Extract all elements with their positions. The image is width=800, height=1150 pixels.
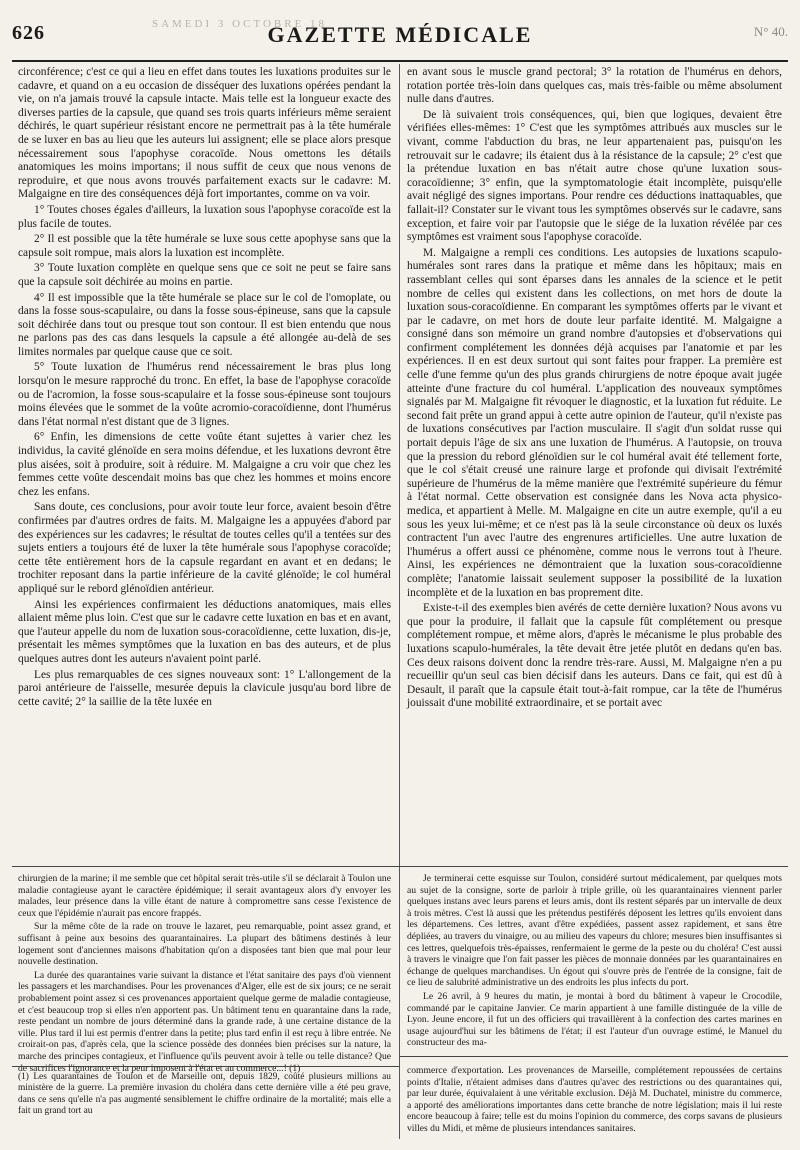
paragraph: M. Malgaigne a rempli ces conditions. Les autopsies de luxations scapulo-humérales sont rares dans la pratique et même dans les hôpitaux; mais en rassemblant celles qui sont éparses dans les annales de la science et le petit nombre de celles qui existent dans les collections, on met hors de doute la luxation sous-coracoïdienne. En comparant les symptômes offerts par le vivant et par le cadavre, on met hors de doute leur parfaite identité. M. Malgaigne a consigné dans son mémoire un grand nombre d'autopsies et d'observations qui confirment complétement les données déjà acquises par l'anatomie et par les expériences. Il en est deux surtout qui sont faites pour frapper. La première est celle d'une femme qu'un des plus grands chirurgiens de notre époque avait jugée atteinte d'une fracture du col huméral. L'application des nouveaux symptômes signalés par M. Malgaigne fit révoquer le diagnostic, et la luxation fut réduite. Le second fait prête un grand appui à cette autre opinion de l'auteur, qu'il n'existe pas de luxations consécutives par l'action musculaire. Il s'agit d'un soldat russe qui portait depuis l'âge de six ans une luxation de l'humérus. A l'autopsie, on trouva que la pression du rebord glénoïdien sur le col huméral avait été tellement forte, que le col s'était creusé une rainure large et profonde qui divisait l'extrémité supérieure de l'humérus de la même manière que l'extrémité supérieure du fémur à l'état normal. Cette observation est consignée dans les Nova acta physico-medica, et appartient à Melle. M. Malgaigne en cite un autre exemple, qu'il a eu sous les yeux lui-même; et ce n'est pas là la seule circonstance où deux os luxés contractent l'un avec l'autre des engrenures artificielles. Une autre luxation de l'humérus a offert aussi ce phénomène, comme nous le verrons tout à l'heure. Ainsi, les expériences ne démontraient que la luxation sous-coracoïdienne complète; l'anatomie laissait seulement supposer la possibilité de la luxation incomplète et de la luxation en bas proprement dite.	[407, 246, 782, 599]
paragraph: en avant sous le muscle grand pectoral; 3° la rotation de l'humérus en dehors, rotation portée très-loin dans quelques cas, mais très-faible ou même absolument nulle dans d'autres.	[407, 66, 782, 106]
paragraph: Les plus remarquables de ces signes nouveaux sont: 1° L'allongement de la paroi antérieure de l'aisselle, mesurée depuis la clavicule jusqu'au bord libre de cette cavité; 2° la saillie de la tête luxée en	[18, 668, 391, 708]
paragraph: 4° Il est impossible que la tête humérale se place sur le col de l'omoplate, ou dans la fosse sous-scapulaire, ou dans la fosse sous-épineuse, sans que la capsule soit déchirée dans tout ou presque tout son contour. Il est bien entendu que nous ne parlons pas des cas dans lesquels la capsule a été allongée au-delà de ses limites normales par quelque cause que ce soit.	[18, 291, 391, 358]
lower-column-right-continued	[407, 1065, 782, 1137]
main-column-right	[407, 66, 782, 866]
paragraph: 3° Toute luxation complète en quelque sens que ce soit ne peut se faire sans que la capsule soit déchirée au moins en partie.	[18, 262, 391, 288]
paragraph: Ainsi les expériences confirmaient les déductions anatomiques, mais elles allaient même plus loin. C'est que sur le cadavre cette luxation en bas et en avant, que l'auteur appelle du nom de luxation sous-coracoïdienne, cette luxation, dis-je, présentait les mêmes symptômes que la luxation en bas des auteurs, et de plus quelques autres dont les auteurs n'avaient point parlé.	[18, 598, 391, 665]
issue-number: N° 40.	[753, 24, 788, 39]
footnote	[18, 1072, 391, 1140]
lower-column-right	[407, 873, 782, 1049]
header-rule	[12, 60, 788, 62]
paragraph: Le 26 avril, à 9 heures du matin, je montai à bord du bâtiment à vapeur le Crocodile, commandé par le capitaine Janvier. Ce marin appartient à une famille distinguée de la ville de Lyon. Jeune encore, il fut un des officiers qui travaillèrent à la confection des cartes marines en usage aujourd'hui sur les bâtimens de l'état; il est l'auteur d'un ouvrage estimé, le Manuel du constructeur des ma-	[407, 990, 782, 1049]
continuation-rule	[400, 1056, 788, 1057]
footnote-text: (1) Les quarantaines de Toulon et de Marseille ont, depuis 1829, coûté plusieurs millions au ministère de la guerre. La première invasion du choléra dans cette dernière ville a été peu grave, dans ce sens qu'elle n'a pas augmenté sensiblement le chiffre ordinaire de la mortalité; mais elle a fait un grand tort au	[18, 1072, 391, 1117]
paragraph: chirurgien de la marine; il me semble que cet hôpital serait très-utile s'il se déclarait à Toulon une maladie contagieuse ayant le caractère épidémique; il serait avantageux alors d'y envoyer les malades, leur présence dans la ville étant de nature à compromettre sans cesse l'existence de ceux que l'épidémie n'aurait pas encore frappés.	[18, 873, 391, 919]
paragraph: Existe-t-il des exemples bien avérés de cette dernière luxation? Nous avons vu que pour la produire, il fallait que la capsule fût complétement ou presque complétement rompue, et même alors, d'après le mécanisme le plus probable des luxations scapulo-humérales, la tête devait être jetée plutôt en dedans qu'en bas. Ces deux raisons doivent donc la rendre très-rare. Aussi, M. Malgaigne n'en a pu recueillir qu'un seul cas bien décisif dans les auteurs. Dans ce fait, qui est dû à Desault, il paraît que la capsule était tout-à-fait rompue, car la tête de l'humérus jouissait d'une mobilité extraordinaire, et se portait avec	[407, 602, 782, 710]
paragraph: 6° Enfin, les dimensions de cette voûte étant sujettes à varier chez les individus, la cavité glénoïde en sera moins défendue, et les luxations devront être plus aisées, soit à produire, soit à réduire. M. Malgaigne a cru voir que chez les femmes cette voûte descendait moins bas que chez les hommes et moins encore chez les enfans.	[18, 431, 391, 498]
paragraph: 2° Il est possible que la tête humérale se luxe sous cette apophyse sans que la capsule soit rompue, mais alors la luxation est incomplète.	[18, 233, 391, 259]
paragraph: circonférence; c'est ce qui a lieu en effet dans toutes les luxations produites sur le cadavre, et quand on a eu occasion de disséquer des luxations opérées pendant la vie, on n'a jamais trouvé la capsule intacte. Mais telle est la longueur exacte des diverses parties de la capsule, que quand ses trois quarts inférieurs même seraient déchirés, le quart supérieur résistant encore ne permettrait pas à la tête humérale de se luxer en bas au lieu que les auteurs lui assignent; elle se place alors presque nécessairement sous l'apophyse coracoïde. Nous omettons les détails anatomiques les moins importans; il nous suffit de ceux que nous venons de reproduire, et que nous avons trouvés parfaitement exacts sur le cadavre: M. Malgaigne en tire des conséquences déjà fort importantes, comme on va voir.	[18, 66, 391, 201]
paragraph: De là suivaient trois conséquences, qui, bien que logiques, devaient être vérifiées elles-mêmes: 1° C'est que les symptômes attribués aux muscles sur le vivant, comme l'abduction du bras, ne leur appartenaient pas, puisqu'on les retrouvait sur le cadavre; ils étaient dus à la résistance de la capsule; 2° c'est que la prétendue luxation en bas n'était autre chose qu'une luxation sous-coracoïdienne; 3° enfin, que la symptomatologie était incomplète, puisqu'elle avait négligé des signes importans. Pour rendre ces déductions inattaquables, que fallait-il? Constater sur le vivant tous les symptômes observés sur le cadavre, sans exception, et faire voir par l'autopsie que le siége de la luxation révélée par ces symptômes est vraiment sous l'apophyse coracoïde.	[407, 108, 782, 244]
page-number: 626	[12, 22, 45, 44]
section-rule	[12, 866, 788, 867]
main-column-left	[18, 66, 391, 866]
paragraph: Je terminerai cette esquisse sur Toulon, considéré surtout médicalement, par quelques mots au sujet de la consigne, sorte de parloir à triple grille, où les quarantainaires viennent parler quelques instans avec leurs parens et leurs amis, dont ils restent séparés par un intervalle de deux à trois mètres. C'est là aussi que les prétendus pestiférés déposent les lettres qu'ils envoient dans les départemens. Ces lettres, avant d'être expédiées, passent assez rapidement, et sans être dépliées, au travers du vinaigre, ou au milieu des vapeurs du chlore; mesures bien insuffisantes si ces lettres, quelquefois très-épaisses, renfermaient le germe de la peste ou du choléra! C'est aussi à travers le vinaigre que l'on fait passer les pièces de monnaie données par les quarantainaires en échange de quelques marchandises. Un égout qui s'ouvre près de l'entrée de la consigne, fait de ce lieu de salubrité administrative un des endroits les plus infects du port.	[407, 873, 782, 989]
journal-title: GAZETTE MÉDICALE	[267, 22, 533, 47]
paragraph: commerce d'exportation. Les provenances de Marseille, complétement repoussées de certains points d'Italie, n'étaient admises dans d'autres qu'avec des restrictions ou des quarantaines qui, par leur durée, équivalaient à une véritable exclusion. Déjà M. Duchatel, ministre du commerce, a apporté des améliorations importantes dans cette branche de notre législation; mais il lui reste encore beaucoup à faire; telle est du moins l'opinion du commerce, des corps savans de plusieurs villes du Midi, et même de plusieurs intendances sanitaires.	[407, 1065, 782, 1134]
paragraph: 1° Toutes choses égales d'ailleurs, la luxation sous l'apophyse coracoïde est la plus facile de toutes.	[18, 203, 391, 230]
paragraph: Sans doute, ces conclusions, pour avoir toute leur force, avaient besoin d'être confirmées par d'autres ordres de faits. M. Malgaigne les a appuyées d'abord par des expériences sur les cadavres; le résultat de toutes celles qu'il a tentées sur des sujets entiers a toujours été de luxer la tête humérale sous l'apophyse coracoïde; cette tête entièrement hors de la capsule regardant en avant et en dedans; le trochiter reposant dans la partie inférieure de la cavité glénoïde; le col huméral appliqué sur le rebord glénoïdien antérieur.	[18, 501, 391, 595]
paragraph: La durée des quarantaines varie suivant la distance et l'état sanitaire des pays d'où viennent les passagers et les marchandises. Pour les provenances d'Alger, elle est de six jours; ce ne serait probablement point assez si ces provenances apportaient quelque germe de maladie contagieuse, et c'est beaucoup trop si elles n'en apportent pas. Un bâtiment tenu en quarantaine dans la rade, reste pendant un nombre de jours déterminé dans la grande rade, à une certaine distance de la ville. Plus tard il lui est permis d'entrer dans la petite; plus tard enfin il est reçu à libre entrée. Ne croirait-on pas, d'après cela, que la science possède des données bien précises sur la nature, la marche des principes contagieux, et l'influence qu'ils peuvent avoir à telle ou telle distance? Que de sacrifices l'ignorance et la peur imposent à l'état et au commerce...! (1)	[18, 969, 391, 1074]
lower-column-left	[18, 873, 391, 1074]
footnote-rule	[12, 1066, 399, 1067]
column-divider	[399, 64, 400, 1139]
paragraph: 5° Toute luxation de l'humérus rend nécessairement le bras plus long lorsqu'on le mesure rapproché du tronc. En effet, la base de l'apophyse coracoïde ou de l'acromion, la fosse sous-scapulaire et la fosse sous-épineuse sont toujours moins élevées que le sommet de la voûte acromio-coracoïdienne, dont l'humérus dans l'état normal n'est distant que de 3 lignes.	[18, 361, 391, 428]
page-header	[12, 4, 788, 48]
bleed-through-text: SAMEDI 3 OCTOBRE 18	[152, 18, 328, 30]
paragraph: Sur la même côte de la rade on trouve le lazaret, peu remarquable, point assez grand, et suffisant à peine aux besoins des quarantainaires. La plupart des bâtimens destinés à leur logement sont d'anciennes maisons d'habitation qu'on a disposées tant bien que mal pour leur nouvelle destination.	[18, 921, 391, 968]
